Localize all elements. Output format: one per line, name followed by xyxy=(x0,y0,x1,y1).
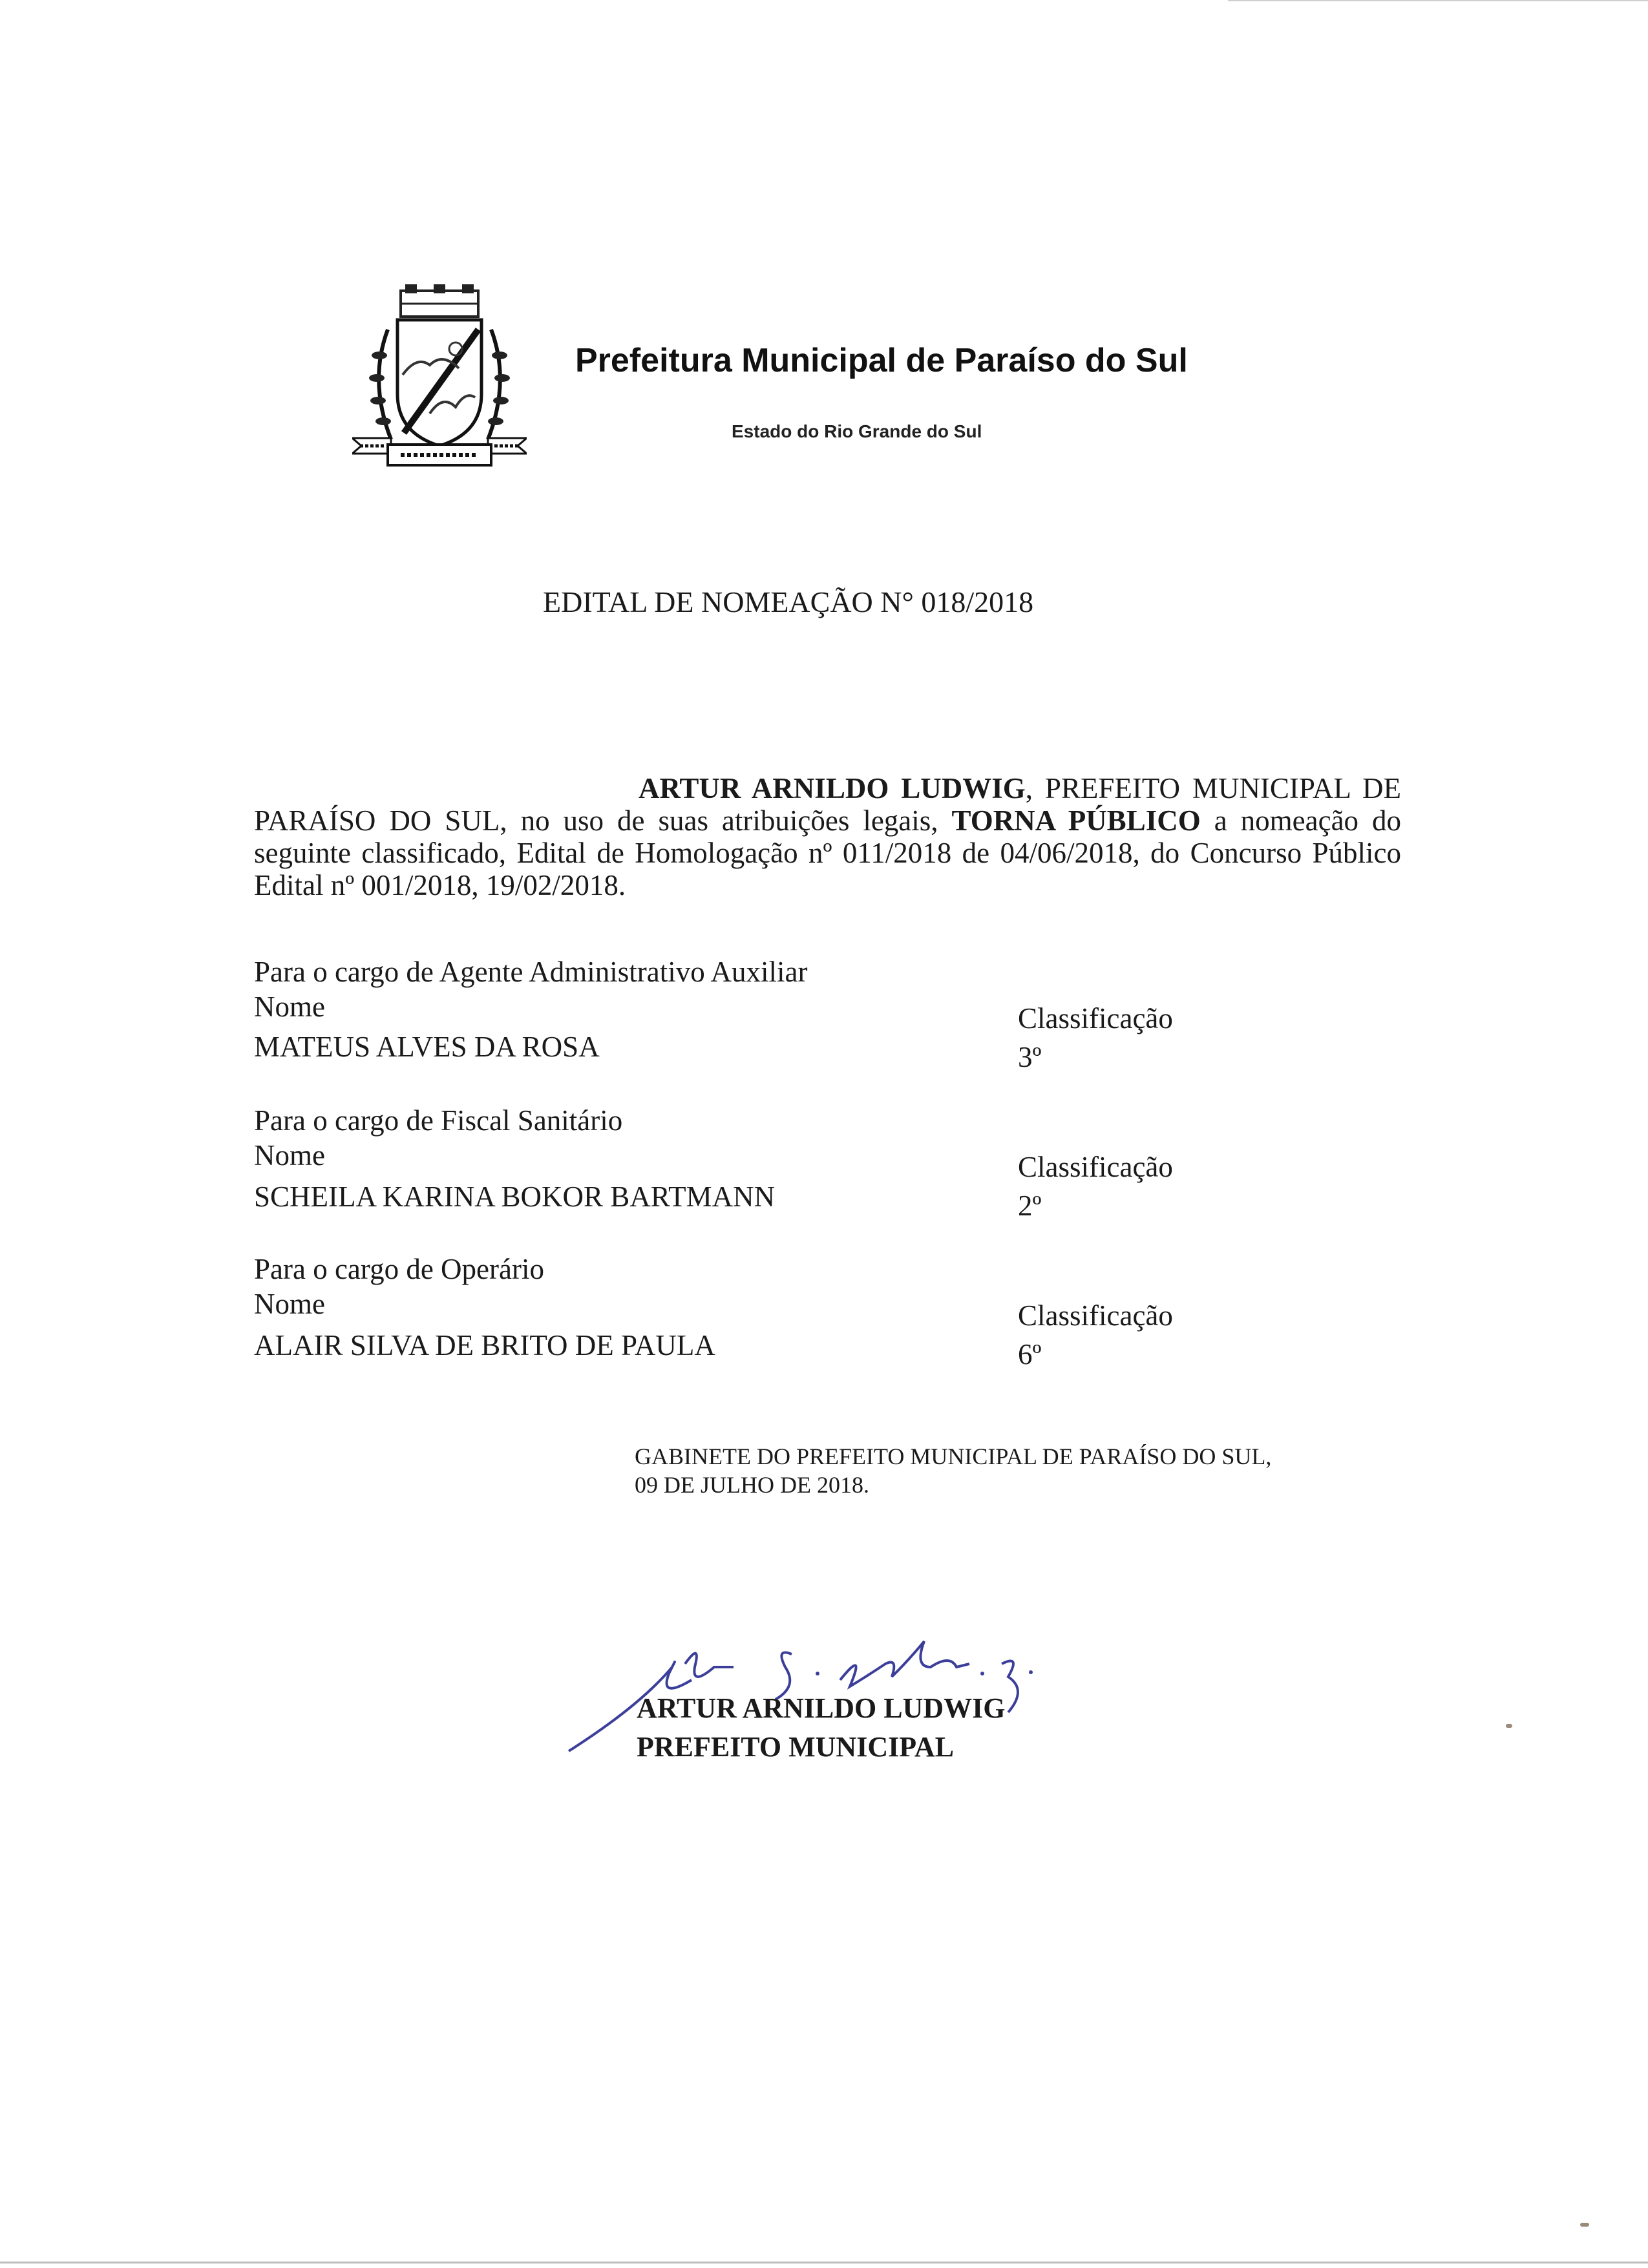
gabinete-date: 09 DE JULHO DE 2018. xyxy=(635,1472,869,1498)
scan-speck xyxy=(1580,2223,1589,2227)
position-classificacao-label: Classificação xyxy=(1018,1151,1173,1183)
scan-edge-top xyxy=(1228,0,1648,1)
prefeito-name: ARTUR ARNILDO LUDWIG xyxy=(639,772,1026,804)
position-classificacao: 3º xyxy=(1018,1041,1042,1073)
intro-text-part1: , PREFEITO MUNICIPAL DE PARAÍSO DO SUL, no uso de suas atribuições legais, xyxy=(254,772,1401,837)
intro-text-part2: a nomeação do seguinte classificado, Edital de Homologação nº 011/2018 de 04/06/2018, do Concurso Público Edital nº 001/2018, 19/02/2018. xyxy=(254,804,1402,901)
intro-paragraph xyxy=(254,772,1401,901)
document-title: EDITAL DE NOMEAÇÃO N° 018/2018 xyxy=(543,585,1034,618)
scan-edge-bottom xyxy=(0,2262,1648,2263)
position-nome: SCHEILA KARINA BOKOR BARTMANN xyxy=(254,1181,776,1213)
organization-state: Estado do Rio Grande do Sul xyxy=(732,421,982,441)
position-nome-label: Nome xyxy=(254,991,325,1023)
signatory-block xyxy=(637,1689,1006,1767)
position-cargo: Para o cargo de Fiscal Sanitário xyxy=(254,1104,623,1137)
gabinete-line1: GABINETE DO PREFEITO MUNICIPAL DE PARAÍSO DO SUL, xyxy=(635,1444,1272,1469)
position-classificacao-label: Classificação xyxy=(1018,1002,1173,1034)
position-nome-label: Nome xyxy=(254,1288,325,1320)
scan-speck xyxy=(1506,1724,1512,1728)
position-classificacao: 2º xyxy=(1018,1190,1042,1222)
organization-name: Prefeitura Municipal de Paraíso do Sul xyxy=(575,342,1188,379)
position-nome-label: Nome xyxy=(254,1139,325,1171)
signatory-role: PREFEITO MUNICIPAL xyxy=(637,1731,954,1763)
position-nome: ALAIR SILVA DE BRITO DE PAULA xyxy=(254,1329,715,1361)
torna-publico: TORNA PÚBLICO xyxy=(951,804,1201,837)
position-cargo: Para o cargo de Agente Administrativo Auxiliar xyxy=(254,956,808,988)
position-classificacao-label: Classificação xyxy=(1018,1299,1173,1332)
position-classificacao: 6º xyxy=(1018,1338,1042,1370)
gabinete-closing xyxy=(635,1442,1271,1499)
municipal-coat-of-arms-icon xyxy=(352,284,527,472)
position-nome: MATEUS ALVES DA ROSA xyxy=(254,1031,600,1063)
position-cargo: Para o cargo de Operário xyxy=(254,1253,544,1285)
signatory-name: ARTUR ARNILDO LUDWIG xyxy=(637,1692,1006,1724)
